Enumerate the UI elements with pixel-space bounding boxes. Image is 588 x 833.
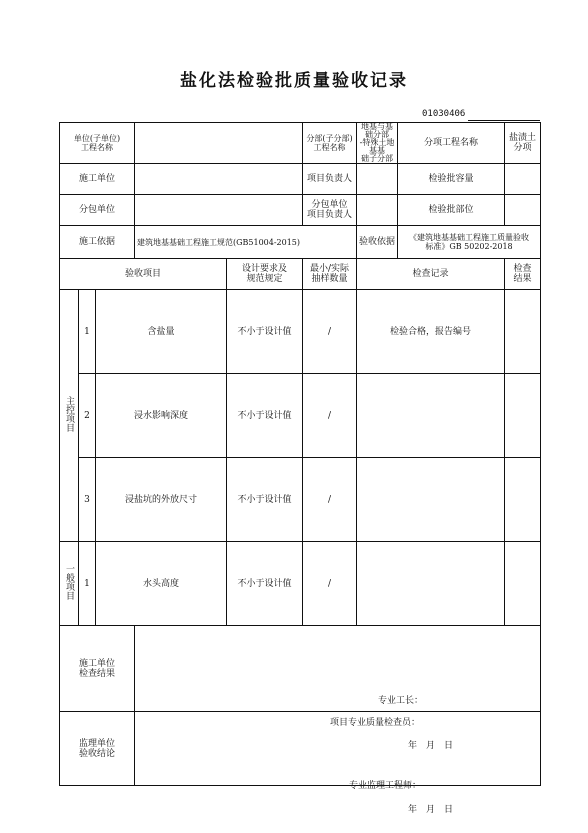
subcontractor-label: 分包单位 xyxy=(60,195,135,226)
item-name: 浸水影响深度 xyxy=(96,374,227,458)
project-manager-value[interactable] xyxy=(357,164,398,195)
item-record[interactable] xyxy=(357,374,505,458)
item-result[interactable] xyxy=(505,542,541,626)
unit-name-label: 单位(子单位) 工程名称 xyxy=(60,123,135,164)
unit-name-value[interactable] xyxy=(135,123,303,164)
column-check-record: 检查记录 xyxy=(357,259,505,290)
column-sample-quantity: 最小/实际 抽样数量 xyxy=(303,259,357,290)
table-row xyxy=(60,458,541,542)
item-sample[interactable]: / xyxy=(303,542,357,626)
item-requirement: 不小于设计值 xyxy=(227,542,303,626)
supervision-label: 监理单位 验收结论 xyxy=(60,712,135,786)
item-record[interactable] xyxy=(357,542,505,626)
item-requirement: 不小于设计值 xyxy=(227,374,303,458)
acceptance-basis-value[interactable]: 《建筑地基基础工程施工质量验收 标准》GB 50202-2018 xyxy=(398,226,541,259)
item-name: 浸盐坑的外放尺寸 xyxy=(96,458,227,542)
construction-date: 年 月 日 xyxy=(408,740,454,751)
inspection-record-table xyxy=(59,122,541,815)
foreman-signature-label: 专业工长： xyxy=(378,695,424,706)
item-name: 水头高度 xyxy=(96,542,227,626)
project-manager-label: 项目负责人 xyxy=(303,164,357,195)
construction-basis-label: 施工依据 xyxy=(60,226,135,259)
item-record[interactable]: 检验合格，报告编号 xyxy=(357,290,505,374)
batch-capacity-label: 检验批容量 xyxy=(398,164,505,195)
column-check-result: 检查 结果 xyxy=(505,259,541,290)
item-sample[interactable]: / xyxy=(303,458,357,542)
general-group-label xyxy=(60,542,79,626)
column-acceptance-item: 验收项目 xyxy=(60,259,227,290)
construction-check-label: 施工单位 检查结果 xyxy=(60,626,135,712)
division-name-label: 分部(子分部) 工程名称 xyxy=(303,123,357,164)
item-number: 3 xyxy=(79,458,96,542)
item-result[interactable] xyxy=(505,290,541,374)
batch-capacity-value[interactable] xyxy=(505,164,541,195)
page-title: 盐化法检验批质量验收记录 xyxy=(180,71,408,91)
sub-manager-label: 分包单位 项目负责人 xyxy=(303,195,357,226)
item-name: 含盐量 xyxy=(96,290,227,374)
construction-check-area[interactable] xyxy=(135,626,541,751)
item-result[interactable] xyxy=(505,374,541,458)
item-number: 1 xyxy=(79,290,96,374)
subcontractor-value[interactable] xyxy=(135,195,303,226)
table-row xyxy=(60,374,541,458)
main-control-group-label xyxy=(60,290,79,542)
subitem-name-value[interactable]: 盐渍土分项 xyxy=(505,123,541,164)
batch-location-label: 检验批部位 xyxy=(398,195,505,226)
construction-basis-value[interactable]: 建筑地基基础工程施工规范(GB51004-2015) xyxy=(135,226,357,259)
supervising-engineer-label: 专业监理工程师： xyxy=(349,780,422,791)
contractor-label: 施工单位 xyxy=(60,164,135,195)
column-design-requirement: 设计要求及 规范规定 xyxy=(227,259,303,290)
supervision-date: 年 月 日 xyxy=(408,804,454,815)
acceptance-basis-label: 验收依据 xyxy=(357,226,398,259)
group-label-text: 主控项目 xyxy=(64,396,74,432)
table-row xyxy=(60,290,541,374)
form-code: 01030406 xyxy=(422,109,466,119)
code-underline xyxy=(468,120,540,121)
item-requirement: 不小于设计值 xyxy=(227,290,303,374)
item-number: 2 xyxy=(79,374,96,458)
division-name-value[interactable]: 地基与基础分部 -特殊土地基基 础子分部 xyxy=(357,123,398,164)
item-sample[interactable]: / xyxy=(303,374,357,458)
item-number: 1 xyxy=(79,542,96,626)
group-label-text: 一般项目 xyxy=(64,564,74,600)
batch-location-value[interactable] xyxy=(505,195,541,226)
item-result[interactable] xyxy=(505,458,541,542)
item-record[interactable] xyxy=(357,458,505,542)
item-requirement: 不小于设计值 xyxy=(227,458,303,542)
table-row xyxy=(60,542,541,626)
sub-manager-value[interactable] xyxy=(357,195,398,226)
contractor-value[interactable] xyxy=(135,164,303,195)
quality-inspector-label: 项目专业质量检查员： xyxy=(330,717,421,728)
subitem-name-label: 分项工程名称 xyxy=(398,123,505,164)
item-sample[interactable]: / xyxy=(303,290,357,374)
